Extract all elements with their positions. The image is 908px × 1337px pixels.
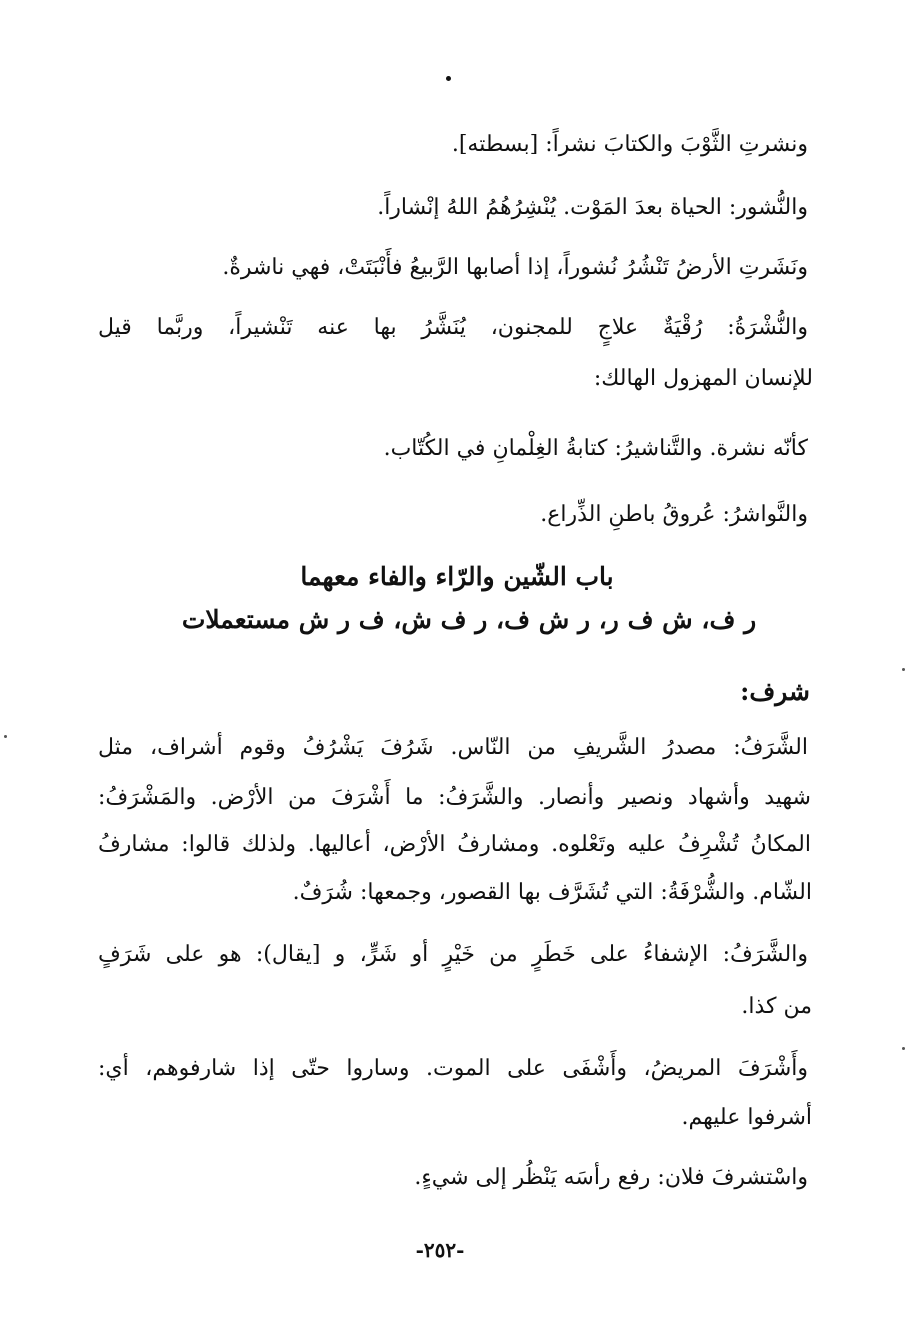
text-line: للإنسان المهزول الهالك: bbox=[593, 366, 813, 391]
roots-heading: ر ف، ش ف ر، ر ش ف، ر ف ش، ف ر ش مستعملات bbox=[181, 605, 757, 634]
text-line: وأَشْرَفَ المريضُ، وأَشْفَى على الموت. وساروا حتّى إذا شارفوهم، أي: bbox=[98, 1056, 808, 1081]
text-line: من كذا. bbox=[741, 994, 812, 1019]
text-line: شهيد وأشهاد ونصير وأنصار. والشَّرَفُ: ما أَشْرَفَ من الأرْض. والمَشْرَفُ: bbox=[98, 785, 811, 810]
text-line: المكانُ تُشْرِفُ عليه وتَعْلوه. ومشارفُ الأرْض، أعاليها. ولذلك قالوا: مشارفُ bbox=[98, 832, 811, 857]
text-line: الشَّرَفُ: مصدرُ الشَّريفِ من النّاس. شَرُفَ يَشْرُفُ وقوم أشراف، مثل bbox=[98, 735, 808, 760]
scan-speck bbox=[902, 1047, 905, 1050]
text-line: كأنّه نشرة. والتَّناشيرُ: كتابةُ الغِلْمانِ في الكُتّاب. bbox=[383, 436, 808, 461]
text-line: والنَّواشرُ: عُروقُ باطنِ الذِّراع. bbox=[540, 502, 808, 527]
text-line: والشَّرَفُ: الإشفاءُ على خَطَرٍ من خَيْرٍ أو شَرٍّ، و [يقال): هو على شَرَفٍ bbox=[98, 942, 808, 967]
text-line: أشرفوا عليهم. bbox=[681, 1105, 812, 1130]
text-line: الشّام. والشُّرْفَةُ: التي تُشَرَّف بها القصور، وجمعها: شُرَفٌ. bbox=[292, 880, 812, 905]
scan-speck bbox=[902, 668, 905, 671]
page-number: -٢٥٢- bbox=[415, 1238, 465, 1262]
page-mark-dot bbox=[446, 76, 451, 81]
text-line: ونَشَرتِ الأرضُ تَنْشُرُ نُشوراً، إذا أصابها الرَّبيعُ فأَنْبَتَتْ، فهي ناشرةٌ. bbox=[222, 255, 808, 280]
entry-heading: شرف: bbox=[740, 677, 810, 706]
text-line: والنُّشْرَةُ: رُقْيَةٌ علاجٍ للمجنون، يُنَشَّرُ بها عنه تَنْشيراً، وربَّما قيل bbox=[98, 315, 808, 340]
text-line: والنُّشور: الحياة بعدَ المَوْت. يُنْشِرُهُمُ اللهُ إنْشاراً. bbox=[377, 195, 808, 220]
text-line: واسْتشرفَ فلان: رفع رأسَه يَنْظُر إلى شيءٍ. bbox=[414, 1165, 808, 1190]
chapter-heading: باب الشّين والرّاء والفاء معهما bbox=[300, 562, 614, 591]
scan-speck bbox=[4, 735, 7, 738]
text-line: ونشرتِ الثَّوْبَ والكتابَ نشراً: [بسطته]. bbox=[451, 132, 808, 157]
